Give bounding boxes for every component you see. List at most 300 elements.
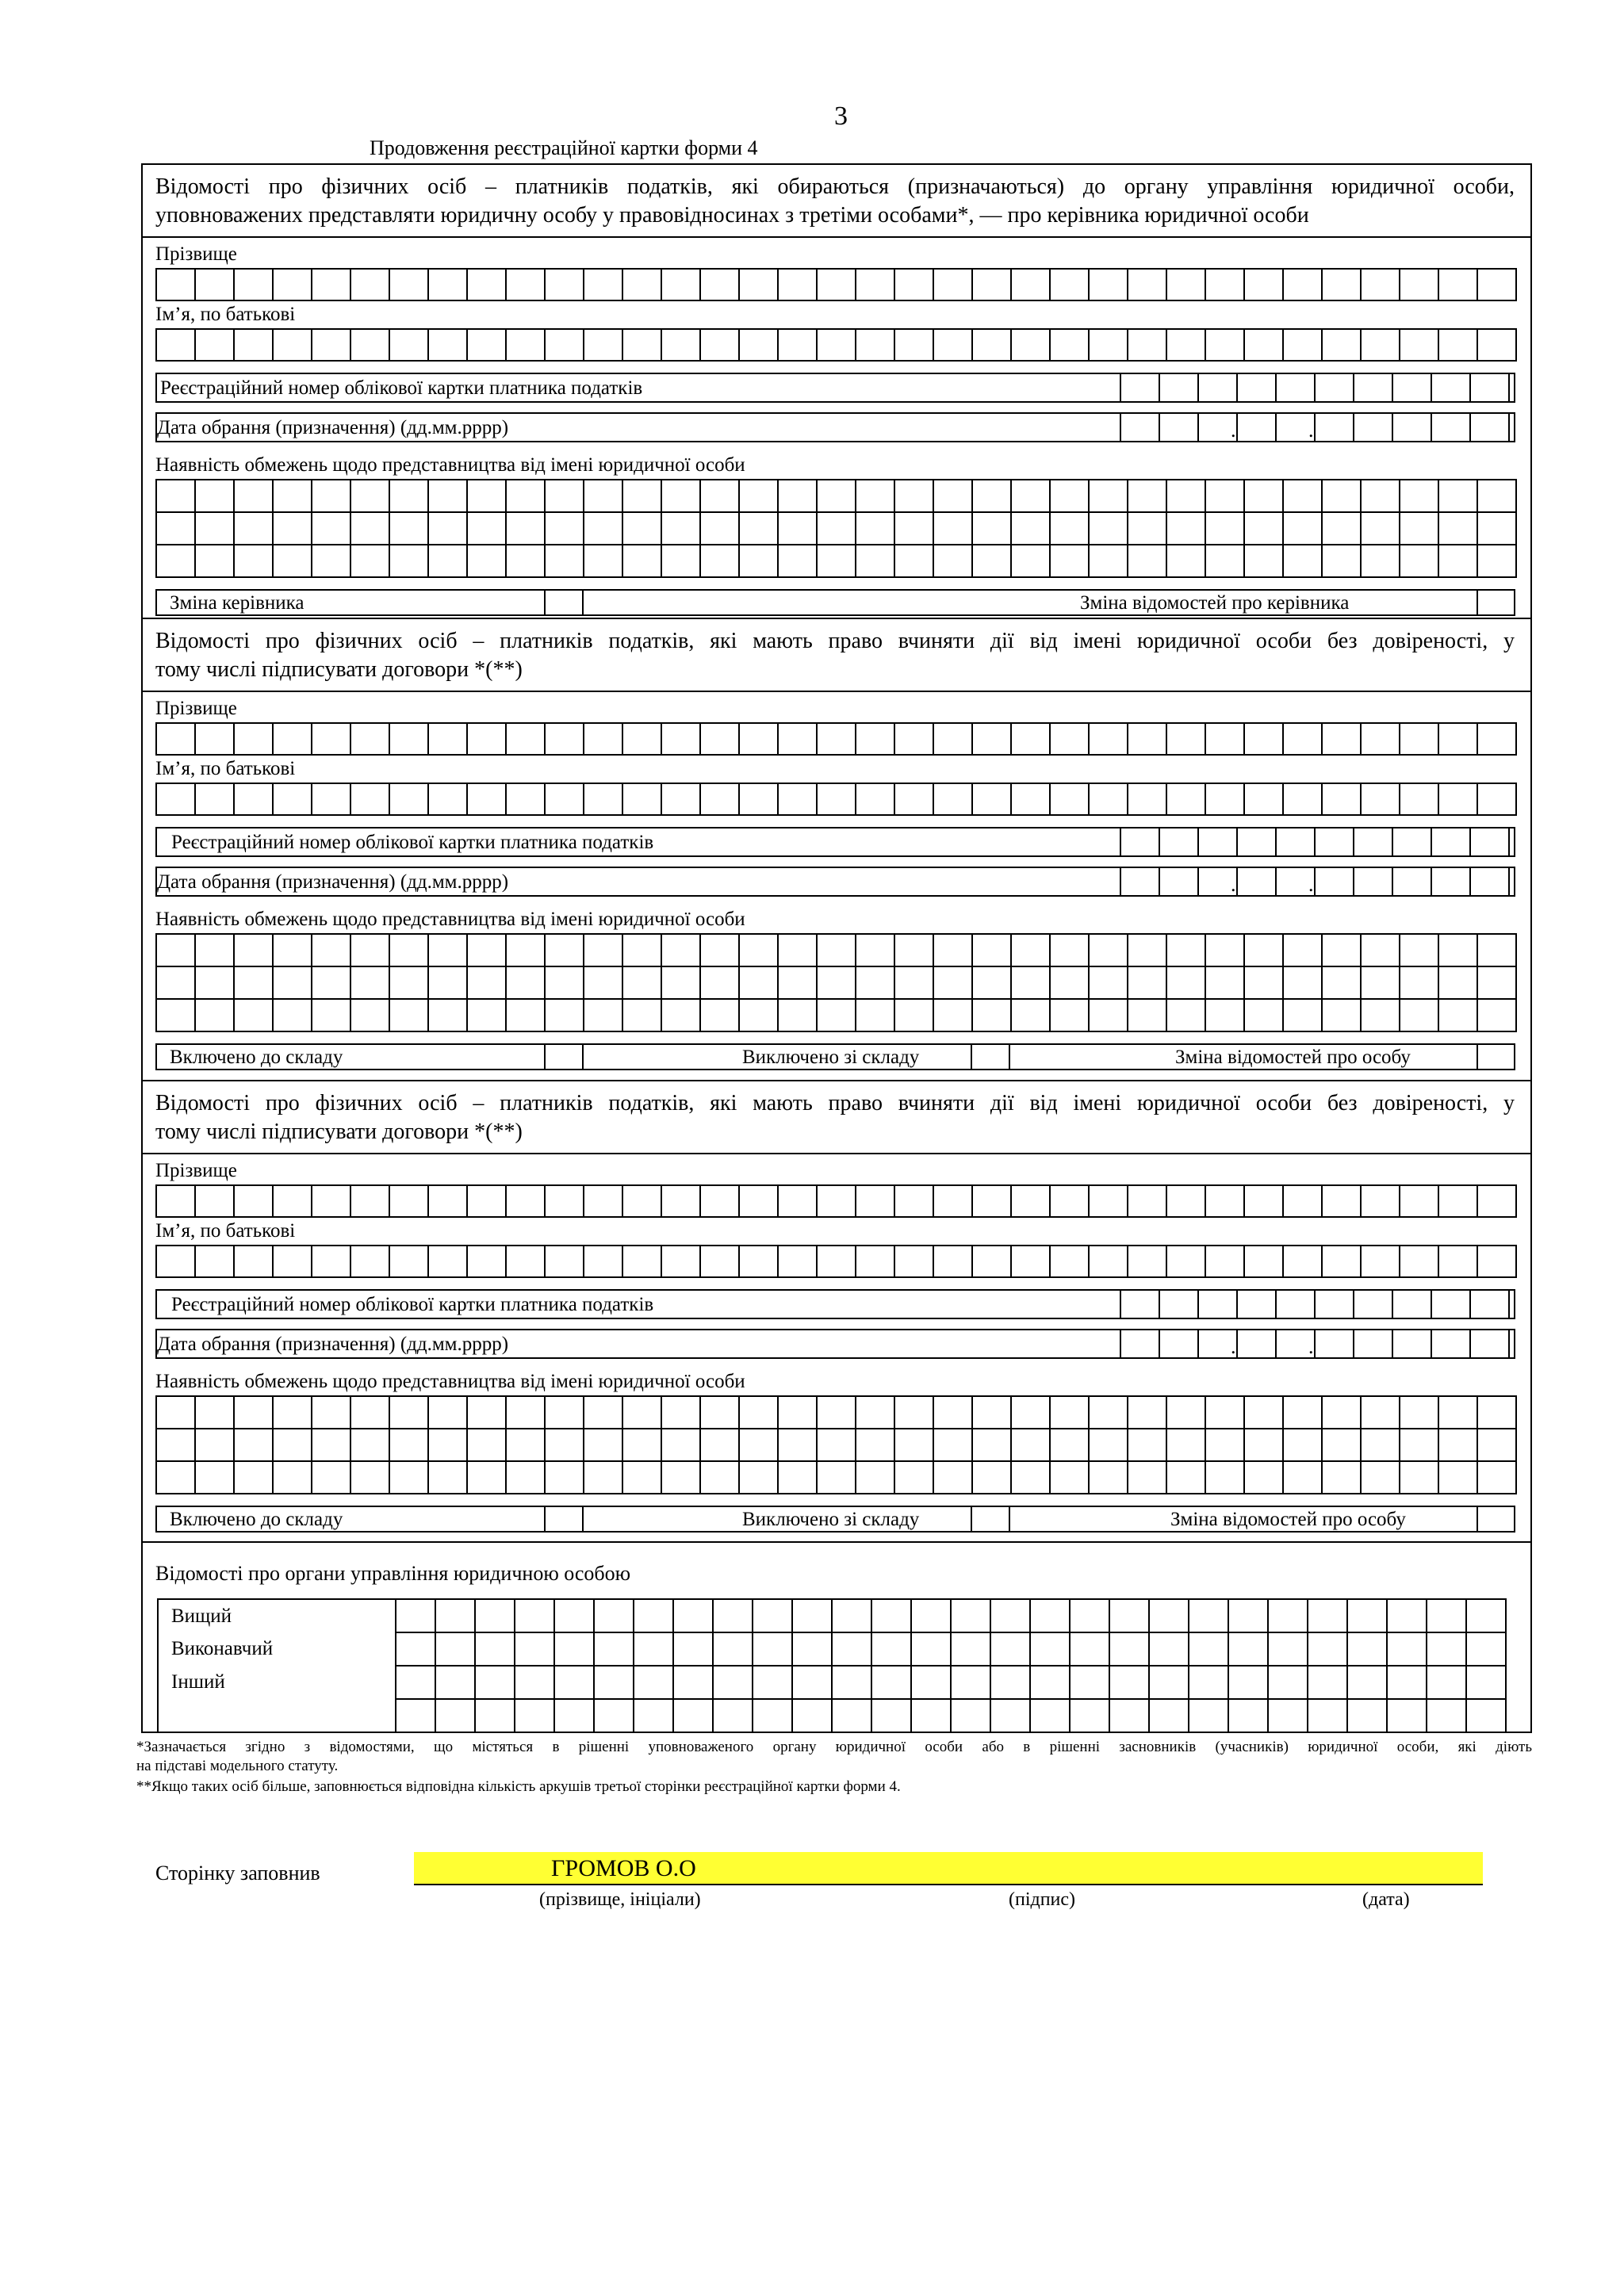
- input-cell[interactable]: [1400, 783, 1438, 815]
- input-cell[interactable]: [972, 1461, 1011, 1494]
- input-cell[interactable]: [856, 329, 894, 361]
- input-cell[interactable]: [1244, 999, 1283, 1031]
- input-cell[interactable]: [584, 999, 622, 1031]
- input-cell[interactable]: [545, 480, 584, 512]
- input-cell[interactable]: [972, 545, 1011, 577]
- input-cell[interactable]: [1050, 723, 1089, 755]
- input-cell[interactable]: [894, 783, 933, 815]
- input-cell[interactable]: [1166, 1429, 1205, 1461]
- input-cell[interactable]: [1089, 545, 1128, 577]
- input-cell[interactable]: [856, 723, 894, 755]
- input-cell[interactable]: [622, 1396, 661, 1429]
- input-cell[interactable]: [1400, 966, 1438, 999]
- input-cell[interactable]: [1466, 1632, 1506, 1666]
- input-cell[interactable]: [871, 1666, 911, 1699]
- input-cell[interactable]: [1050, 1429, 1089, 1461]
- input-cell[interactable]: [273, 1246, 312, 1277]
- input-cell[interactable]: [1205, 1429, 1244, 1461]
- input-cell[interactable]: [156, 545, 195, 577]
- input-cell[interactable]: [700, 480, 739, 512]
- input-cell[interactable]: [506, 329, 545, 361]
- input-cell[interactable]: [673, 1699, 713, 1732]
- input-cell[interactable]: [1477, 723, 1516, 755]
- input-cell[interactable]: [1166, 1246, 1205, 1277]
- input-cell[interactable]: [792, 1699, 832, 1732]
- input-cell[interactable]: [1011, 329, 1050, 361]
- input-cell[interactable]: [1427, 1666, 1466, 1699]
- input-cell[interactable]: [428, 934, 467, 966]
- input-cell[interactable]: [1438, 269, 1477, 300]
- input-cell[interactable]: [1030, 1666, 1070, 1699]
- input-cell[interactable]: [622, 723, 661, 755]
- input-cell[interactable]: [1205, 934, 1244, 966]
- input-cell[interactable]: [545, 1461, 584, 1494]
- input-cell[interactable]: [234, 723, 273, 755]
- input-cell[interactable]: [1011, 545, 1050, 577]
- input-cell[interactable]: [389, 480, 428, 512]
- change-person-checkbox[interactable]: [1477, 1043, 1515, 1070]
- input-cell[interactable]: [739, 329, 778, 361]
- input-cell[interactable]: [195, 545, 234, 577]
- input-cell[interactable]: [1322, 545, 1361, 577]
- input-cell[interactable]: [1466, 1599, 1506, 1632]
- input-cell[interactable]: [195, 723, 234, 755]
- input-cell[interactable]: [1268, 1699, 1308, 1732]
- input-cell[interactable]: [467, 966, 506, 999]
- input-cell[interactable]: [234, 1429, 273, 1461]
- input-cell[interactable]: [350, 723, 389, 755]
- input-cell[interactable]: [389, 966, 428, 999]
- input-cell[interactable]: [1438, 329, 1477, 361]
- input-cell[interactable]: [435, 1632, 475, 1666]
- input-cell[interactable]: [1477, 329, 1516, 361]
- input-cell[interactable]: [156, 1185, 195, 1217]
- input-cell[interactable]: [475, 1599, 515, 1632]
- input-cell[interactable]: [545, 1246, 584, 1277]
- input-cell[interactable]: [1166, 545, 1205, 577]
- input-cell[interactable]: [428, 1429, 467, 1461]
- input-cell[interactable]: [1228, 1632, 1268, 1666]
- input-cell[interactable]: [1283, 783, 1322, 815]
- input-cell[interactable]: [234, 480, 273, 512]
- input-cell[interactable]: [195, 1461, 234, 1494]
- input-cell[interactable]: [234, 934, 273, 966]
- input-cell[interactable]: [554, 1632, 594, 1666]
- input-cell[interactable]: [1128, 329, 1166, 361]
- input-cell[interactable]: [1477, 1429, 1516, 1461]
- input-cell[interactable]: [234, 329, 273, 361]
- input-cell[interactable]: [1400, 480, 1438, 512]
- input-cell[interactable]: [1361, 1396, 1400, 1429]
- input-cell[interactable]: [1166, 269, 1205, 300]
- input-cell[interactable]: [1322, 723, 1361, 755]
- input-cell[interactable]: [428, 269, 467, 300]
- input-cell[interactable]: [1011, 1246, 1050, 1277]
- input-cell[interactable]: [972, 783, 1011, 815]
- input-cell[interactable]: [894, 545, 933, 577]
- input-cell[interactable]: [894, 480, 933, 512]
- input-cell[interactable]: [1400, 329, 1438, 361]
- input-cell[interactable]: [1189, 1632, 1228, 1666]
- input-cell[interactable]: [428, 1461, 467, 1494]
- input-cell[interactable]: [1050, 1461, 1089, 1494]
- input-cell[interactable]: [1438, 966, 1477, 999]
- input-cell[interactable]: [778, 999, 817, 1031]
- input-cell[interactable]: [1322, 1185, 1361, 1217]
- input-cell[interactable]: [778, 966, 817, 999]
- input-cell[interactable]: [1128, 783, 1166, 815]
- input-cell[interactable]: [673, 1632, 713, 1666]
- input-cell[interactable]: [1089, 1461, 1128, 1494]
- input-cell[interactable]: [713, 1632, 753, 1666]
- input-cell[interactable]: [1109, 1632, 1149, 1666]
- input-cell[interactable]: [1322, 783, 1361, 815]
- input-cell[interactable]: [350, 329, 389, 361]
- input-cell[interactable]: [1089, 269, 1128, 300]
- input-cell[interactable]: [435, 1699, 475, 1732]
- input-cell[interactable]: [545, 1429, 584, 1461]
- input-cell[interactable]: [972, 999, 1011, 1031]
- input-cell[interactable]: [1011, 1429, 1050, 1461]
- input-cell[interactable]: [312, 1185, 350, 1217]
- input-cell[interactable]: [545, 723, 584, 755]
- input-cell[interactable]: [933, 1185, 972, 1217]
- input-cell[interactable]: [1477, 783, 1516, 815]
- input-cell[interactable]: [156, 329, 195, 361]
- input-cell[interactable]: [389, 1185, 428, 1217]
- input-cell[interactable]: [467, 269, 506, 300]
- input-cell[interactable]: [972, 512, 1011, 545]
- input-cell[interactable]: [1166, 1396, 1205, 1429]
- input-cell[interactable]: [1205, 329, 1244, 361]
- input-cell[interactable]: [156, 999, 195, 1031]
- input-cell[interactable]: [435, 1599, 475, 1632]
- input-cell[interactable]: [1166, 1461, 1205, 1494]
- input-cell[interactable]: [1438, 1185, 1477, 1217]
- input-cell[interactable]: [467, 329, 506, 361]
- input-cell[interactable]: [1322, 1429, 1361, 1461]
- input-cell[interactable]: [661, 1185, 700, 1217]
- input-cell[interactable]: [856, 1246, 894, 1277]
- input-cell[interactable]: [739, 1429, 778, 1461]
- input-cell[interactable]: [933, 329, 972, 361]
- input-cell[interactable]: [700, 1429, 739, 1461]
- input-cell[interactable]: [753, 1599, 792, 1632]
- input-cell[interactable]: [1400, 1429, 1438, 1461]
- input-cell[interactable]: [273, 966, 312, 999]
- input-cell[interactable]: [156, 966, 195, 999]
- input-cell[interactable]: [584, 1246, 622, 1277]
- input-cell[interactable]: [1400, 1396, 1438, 1429]
- input-cell[interactable]: [234, 999, 273, 1031]
- input-cell[interactable]: [856, 480, 894, 512]
- input-cell[interactable]: [1308, 1632, 1347, 1666]
- input-cell[interactable]: [817, 1246, 856, 1277]
- input-cell[interactable]: [990, 1699, 1030, 1732]
- input-cell[interactable]: [1189, 1599, 1228, 1632]
- input-cell[interactable]: [1050, 329, 1089, 361]
- input-cell[interactable]: [1244, 545, 1283, 577]
- input-cell[interactable]: [1438, 1396, 1477, 1429]
- input-cell[interactable]: [739, 1461, 778, 1494]
- input-cell[interactable]: [1050, 999, 1089, 1031]
- input-cell[interactable]: [1089, 512, 1128, 545]
- name-patronymic-grid[interactable]: [155, 328, 1517, 362]
- input-cell[interactable]: [622, 1429, 661, 1461]
- input-cell[interactable]: [856, 545, 894, 577]
- input-cell[interactable]: [545, 1396, 584, 1429]
- surname-grid[interactable]: [155, 268, 1517, 301]
- input-cell[interactable]: [817, 783, 856, 815]
- input-cell[interactable]: [894, 1429, 933, 1461]
- input-cell[interactable]: [545, 329, 584, 361]
- input-cell[interactable]: [700, 1396, 739, 1429]
- input-cell[interactable]: [933, 269, 972, 300]
- input-cell[interactable]: [1438, 1461, 1477, 1494]
- input-cell[interactable]: [778, 269, 817, 300]
- input-cell[interactable]: [1128, 966, 1166, 999]
- excluded-checkbox[interactable]: [971, 1506, 1010, 1533]
- input-cell[interactable]: [545, 783, 584, 815]
- input-cell[interactable]: [273, 999, 312, 1031]
- input-cell[interactable]: [1070, 1599, 1109, 1632]
- input-cell[interactable]: [817, 1396, 856, 1429]
- input-cell[interactable]: [1347, 1666, 1387, 1699]
- input-cell[interactable]: [1387, 1699, 1427, 1732]
- input-cell[interactable]: [622, 934, 661, 966]
- input-cell[interactable]: [396, 1666, 435, 1699]
- input-cell[interactable]: [972, 1246, 1011, 1277]
- input-cell[interactable]: [584, 512, 622, 545]
- input-cell[interactable]: [933, 723, 972, 755]
- input-cell[interactable]: [1189, 1699, 1228, 1732]
- input-cell[interactable]: [435, 1666, 475, 1699]
- input-cell[interactable]: [832, 1699, 871, 1732]
- input-cell[interactable]: [1205, 1461, 1244, 1494]
- input-cell[interactable]: [817, 966, 856, 999]
- input-cell[interactable]: [1268, 1599, 1308, 1632]
- input-cell[interactable]: [817, 999, 856, 1031]
- input-cell[interactable]: [739, 966, 778, 999]
- input-cell[interactable]: [817, 723, 856, 755]
- input-cell[interactable]: [1361, 723, 1400, 755]
- input-cell[interactable]: [1128, 1185, 1166, 1217]
- input-cell[interactable]: [396, 1599, 435, 1632]
- input-cell[interactable]: [622, 512, 661, 545]
- input-cell[interactable]: [515, 1599, 554, 1632]
- input-cell[interactable]: [911, 1632, 951, 1666]
- input-cell[interactable]: [312, 512, 350, 545]
- input-cell[interactable]: [1089, 999, 1128, 1031]
- input-cell[interactable]: [1109, 1666, 1149, 1699]
- input-cell[interactable]: [506, 1396, 545, 1429]
- input-cell[interactable]: [1166, 934, 1205, 966]
- input-cell[interactable]: [832, 1599, 871, 1632]
- input-cell[interactable]: [156, 934, 195, 966]
- input-cell[interactable]: [234, 512, 273, 545]
- input-cell[interactable]: [778, 934, 817, 966]
- input-cell[interactable]: [1030, 1632, 1070, 1666]
- input-cell[interactable]: [894, 1246, 933, 1277]
- input-cell[interactable]: [894, 269, 933, 300]
- input-cell[interactable]: [1400, 269, 1438, 300]
- input-cell[interactable]: [584, 480, 622, 512]
- input-cell[interactable]: [545, 966, 584, 999]
- input-cell[interactable]: [972, 1185, 1011, 1217]
- input-cell[interactable]: [1308, 1666, 1347, 1699]
- input-cell[interactable]: [634, 1599, 673, 1632]
- input-cell[interactable]: [778, 723, 817, 755]
- input-cell[interactable]: [700, 512, 739, 545]
- input-cell[interactable]: [1050, 1185, 1089, 1217]
- input-cell[interactable]: [1283, 1185, 1322, 1217]
- input-cell[interactable]: [1244, 1461, 1283, 1494]
- input-cell[interactable]: [1322, 269, 1361, 300]
- input-cell[interactable]: [1361, 1461, 1400, 1494]
- input-cell[interactable]: [1050, 545, 1089, 577]
- input-cell[interactable]: [584, 1185, 622, 1217]
- input-cell[interactable]: [428, 966, 467, 999]
- input-cell[interactable]: [1128, 269, 1166, 300]
- input-cell[interactable]: [1011, 783, 1050, 815]
- input-cell[interactable]: [1438, 1246, 1477, 1277]
- restrictions-grid[interactable]: [155, 1395, 1517, 1494]
- input-cell[interactable]: [700, 1246, 739, 1277]
- input-cell[interactable]: [1400, 1461, 1438, 1494]
- input-cell[interactable]: [739, 999, 778, 1031]
- input-cell[interactable]: [894, 999, 933, 1031]
- input-cell[interactable]: [1128, 1461, 1166, 1494]
- input-cell[interactable]: [594, 1666, 634, 1699]
- input-cell[interactable]: [1050, 1396, 1089, 1429]
- signature-name-value[interactable]: ГРОМОВ О.О: [551, 1855, 696, 1881]
- input-cell[interactable]: [778, 1396, 817, 1429]
- input-cell[interactable]: [832, 1632, 871, 1666]
- input-cell[interactable]: [273, 512, 312, 545]
- restrictions-grid[interactable]: [155, 479, 1517, 578]
- input-cell[interactable]: [817, 512, 856, 545]
- input-cell[interactable]: [467, 783, 506, 815]
- input-cell[interactable]: [156, 1246, 195, 1277]
- input-cell[interactable]: [1205, 1185, 1244, 1217]
- input-cell[interactable]: [1361, 783, 1400, 815]
- input-cell[interactable]: [713, 1699, 753, 1732]
- input-cell[interactable]: [739, 723, 778, 755]
- input-cell[interactable]: [911, 1666, 951, 1699]
- input-cell[interactable]: [273, 1185, 312, 1217]
- input-cell[interactable]: [1283, 723, 1322, 755]
- input-cell[interactable]: [778, 1185, 817, 1217]
- input-cell[interactable]: [1244, 269, 1283, 300]
- input-cell[interactable]: [1283, 269, 1322, 300]
- input-cell[interactable]: [389, 329, 428, 361]
- input-cell[interactable]: [1387, 1599, 1427, 1632]
- input-cell[interactable]: [1011, 1396, 1050, 1429]
- input-cell[interactable]: [312, 545, 350, 577]
- input-cell[interactable]: [972, 966, 1011, 999]
- input-cell[interactable]: [350, 966, 389, 999]
- input-cell[interactable]: [156, 1429, 195, 1461]
- input-cell[interactable]: [1205, 480, 1244, 512]
- input-cell[interactable]: [700, 783, 739, 815]
- input-cell[interactable]: [350, 545, 389, 577]
- input-cell[interactable]: [661, 783, 700, 815]
- input-cell[interactable]: [661, 269, 700, 300]
- input-cell[interactable]: [1466, 1699, 1506, 1732]
- input-cell[interactable]: [1166, 1185, 1205, 1217]
- input-cell[interactable]: [475, 1632, 515, 1666]
- input-cell[interactable]: [428, 1396, 467, 1429]
- input-cell[interactable]: [1322, 966, 1361, 999]
- input-cell[interactable]: [1089, 1185, 1128, 1217]
- input-cell[interactable]: [1477, 512, 1516, 545]
- input-cell[interactable]: [156, 723, 195, 755]
- input-cell[interactable]: [467, 512, 506, 545]
- input-cell[interactable]: [1466, 1666, 1506, 1699]
- input-cell[interactable]: [389, 723, 428, 755]
- input-cell[interactable]: [1205, 269, 1244, 300]
- input-cell[interactable]: [1283, 966, 1322, 999]
- input-cell[interactable]: [1477, 269, 1516, 300]
- input-cell[interactable]: [817, 1185, 856, 1217]
- input-cell[interactable]: [972, 480, 1011, 512]
- input-cell[interactable]: [972, 934, 1011, 966]
- input-cell[interactable]: [700, 329, 739, 361]
- input-cell[interactable]: [545, 512, 584, 545]
- input-cell[interactable]: [1070, 1632, 1109, 1666]
- input-cell[interactable]: [1011, 1185, 1050, 1217]
- input-cell[interactable]: [673, 1666, 713, 1699]
- input-cell[interactable]: [467, 1246, 506, 1277]
- input-cell[interactable]: [1205, 999, 1244, 1031]
- input-cell[interactable]: [156, 480, 195, 512]
- input-cell[interactable]: [1400, 999, 1438, 1031]
- input-cell[interactable]: [273, 1429, 312, 1461]
- input-cell[interactable]: [1283, 1246, 1322, 1277]
- input-cell[interactable]: [856, 1185, 894, 1217]
- input-cell[interactable]: [389, 269, 428, 300]
- input-cell[interactable]: [661, 512, 700, 545]
- input-cell[interactable]: [894, 1461, 933, 1494]
- input-cell[interactable]: [350, 269, 389, 300]
- input-cell[interactable]: [312, 1396, 350, 1429]
- input-cell[interactable]: [273, 1461, 312, 1494]
- input-cell[interactable]: [1322, 1246, 1361, 1277]
- input-cell[interactable]: [622, 1185, 661, 1217]
- input-cell[interactable]: [1477, 545, 1516, 577]
- input-cell[interactable]: [195, 934, 234, 966]
- input-cell[interactable]: [1438, 545, 1477, 577]
- input-cell[interactable]: [312, 480, 350, 512]
- input-cell[interactable]: [273, 1396, 312, 1429]
- input-cell[interactable]: [894, 1396, 933, 1429]
- input-cell[interactable]: [1477, 999, 1516, 1031]
- input-cell[interactable]: [622, 545, 661, 577]
- input-cell[interactable]: [396, 1699, 435, 1732]
- input-cell[interactable]: [312, 1429, 350, 1461]
- input-cell[interactable]: [739, 1396, 778, 1429]
- input-cell[interactable]: [1477, 1461, 1516, 1494]
- input-cell[interactable]: [506, 783, 545, 815]
- included-checkbox[interactable]: [544, 1506, 584, 1533]
- input-cell[interactable]: [195, 999, 234, 1031]
- input-cell[interactable]: [856, 966, 894, 999]
- input-cell[interactable]: [1128, 1396, 1166, 1429]
- input-cell[interactable]: [856, 999, 894, 1031]
- input-cell[interactable]: [661, 999, 700, 1031]
- input-cell[interactable]: [350, 783, 389, 815]
- input-cell[interactable]: [1477, 966, 1516, 999]
